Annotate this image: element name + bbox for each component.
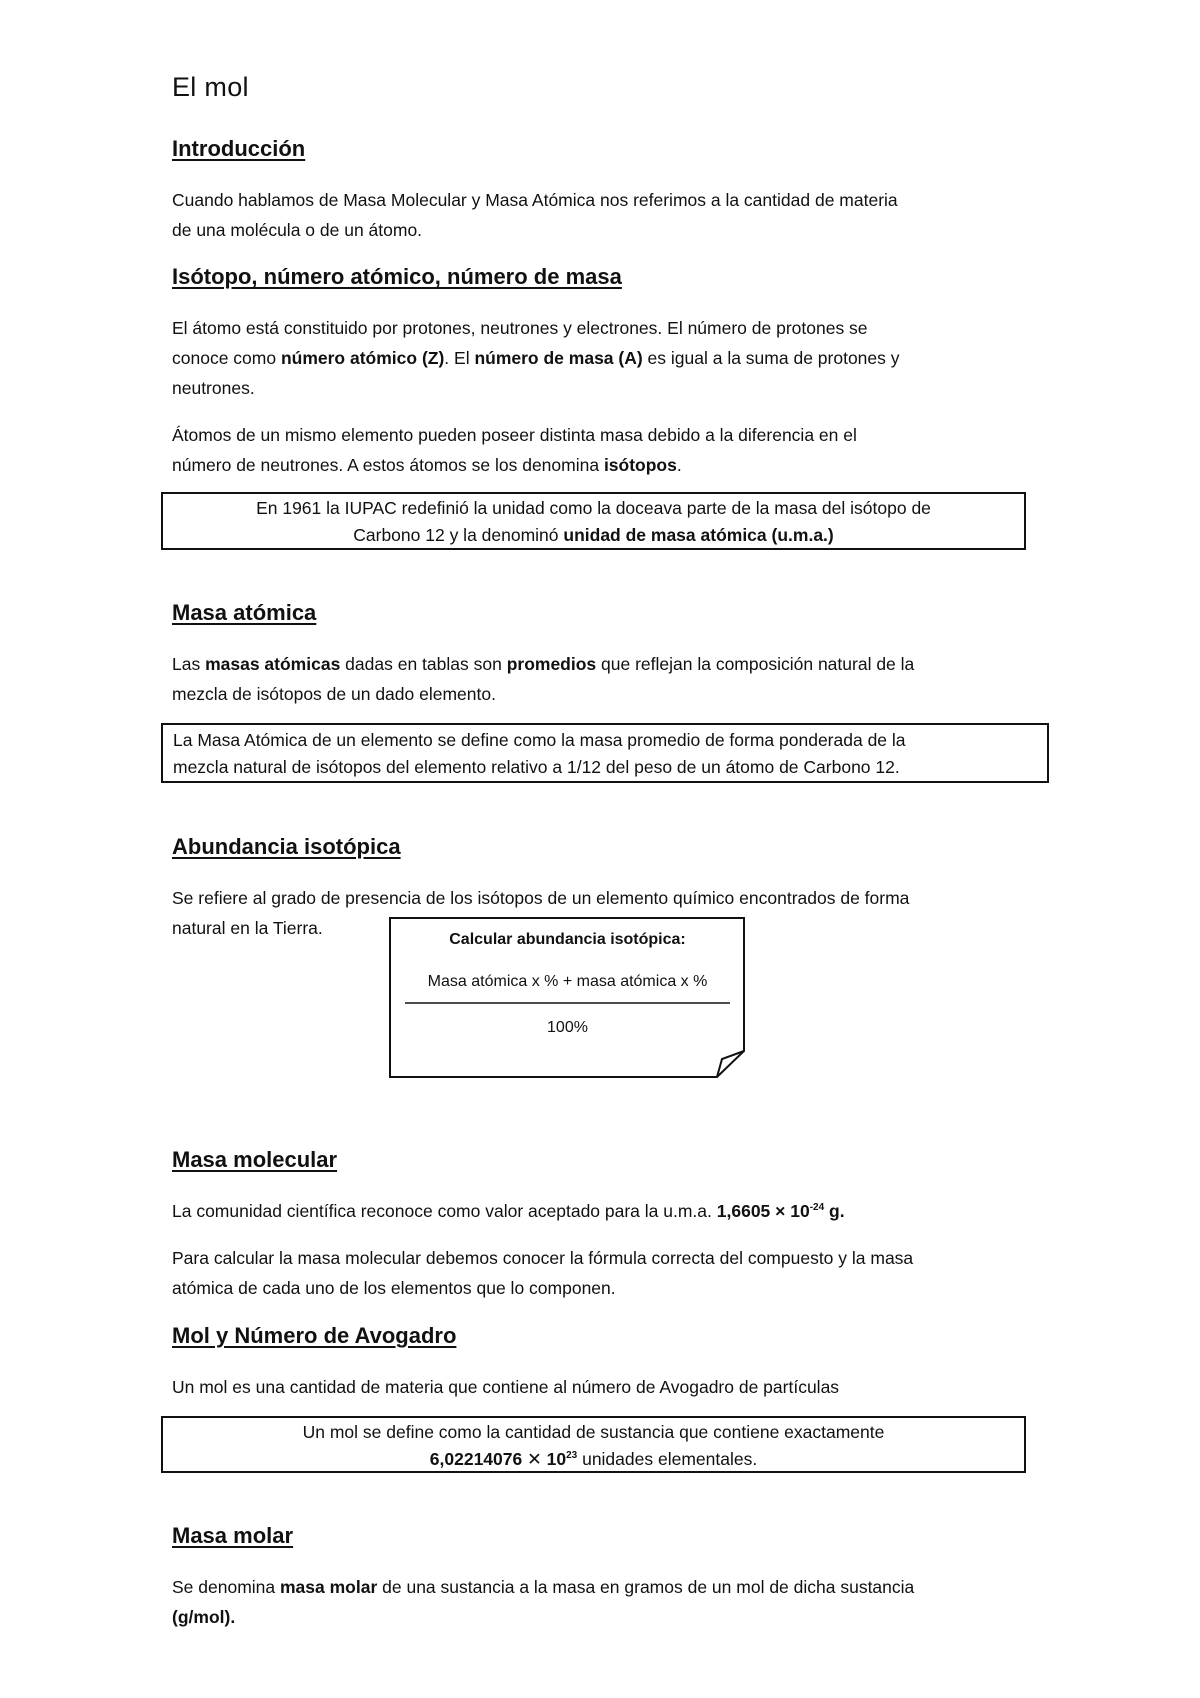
iupac-box-line-2a: Carbono 12 y la denominó bbox=[353, 525, 564, 545]
uma-value: 1,6605 × 10 bbox=[716, 1201, 810, 1221]
formula-denominator: 100% bbox=[547, 1019, 588, 1036]
masa-molar-line-1a: Se denomina bbox=[172, 1577, 280, 1597]
uma-unit: g bbox=[824, 1201, 840, 1221]
isotopo-line-4: Átomos de un mismo elemento pueden poseer distinta masa debido a la diferencia en el bbox=[172, 425, 857, 445]
intro-line-1: Cuando hablamos de Masa Molecular y Masa Atómica nos referimos a la cantidad de materia bbox=[172, 190, 898, 210]
isotopo-line-2a: conoce como bbox=[172, 348, 281, 368]
isotopo-line-1: El átomo está constituido por protones, neutrones y electrones. El número de protones se bbox=[172, 318, 868, 338]
iupac-box-line-1: En 1961 la IUPAC redefinió la unidad como la doceava parte de la masa del isótopo de bbox=[256, 498, 931, 518]
uma-period: . bbox=[839, 1201, 845, 1221]
masa-molecular-line-3: atómica de cada uno de los elementos que lo componen. bbox=[172, 1278, 616, 1298]
isotopo-paragraph-1 bbox=[172, 313, 1052, 403]
heading-masa-molecular: Masa molecular bbox=[172, 1147, 338, 1172]
masa-molar-line-1c: de una sustancia a la masa en gramos de un mol de dicha sustancia bbox=[377, 1577, 915, 1597]
avogadro-number: 6,02214076 ✕ 10 bbox=[429, 1449, 567, 1469]
isotopo-line-5a: número de neutrones. A estos átomos se los denomina bbox=[172, 455, 604, 475]
heading-masa-atomica: Masa atómica bbox=[172, 600, 317, 625]
uma-exponent: -24 bbox=[809, 1202, 825, 1214]
masa-atomica-line-1a: Las bbox=[172, 654, 206, 674]
masa-molecular-paragraph-2 bbox=[172, 1243, 1052, 1303]
masa-molecular-line-1a: La comunidad científica reconoce como valor aceptado para la u.m.a. bbox=[172, 1201, 717, 1221]
heading-introduccion: Introducción bbox=[172, 136, 306, 161]
heading-isotopo: Isótopo, número atómico, número de masa bbox=[172, 264, 622, 289]
masa-atomica-line-2: mezcla de isótopos de un dado elemento. bbox=[172, 684, 496, 704]
formula-numerator bbox=[389, 973, 746, 991]
mol-box-line-2b: unidades elementales. bbox=[577, 1449, 758, 1469]
mol-box-line-1: Un mol se define como la cantidad de sustancia que contiene exactamente bbox=[302, 1422, 885, 1442]
isotopo-paragraph-2 bbox=[172, 420, 1052, 480]
iupac-definition-box bbox=[161, 492, 1026, 550]
avogadro-line-1: Un mol es una cantidad de materia que contiene al número de Avogadro de partículas bbox=[172, 1377, 840, 1397]
promedios-term: promedios bbox=[506, 654, 597, 674]
masa-atomica-box-line-1: La Masa Atómica de un elemento se define como la masa promedio de forma ponderada de la bbox=[173, 730, 906, 750]
intro-line-2: de una molécula o de un átomo. bbox=[172, 220, 423, 240]
masa-atomica-paragraph bbox=[172, 649, 1052, 709]
formula-numerator-text: Masa atómica x % + masa atómica x % bbox=[427, 973, 708, 990]
heading-masa-molar: Masa molar bbox=[172, 1523, 294, 1548]
masa-atomica-line-1c: dadas en tablas son bbox=[340, 654, 507, 674]
avogadro-exponent: 23 bbox=[566, 1450, 578, 1462]
avogadro-paragraph bbox=[172, 1372, 1052, 1402]
heading-abundancia: Abundancia isotópica bbox=[172, 834, 401, 859]
abundancia-line-1: Se refiere al grado de presencia de los isótopos de un elemento químico encontrados de forma bbox=[172, 888, 910, 908]
masa-atomica-line-1e: que reflejan la composición natural de la bbox=[596, 654, 915, 674]
isotopo-line-3: neutrones. bbox=[172, 378, 255, 398]
isotopo-line-5c: . bbox=[676, 455, 682, 475]
intro-paragraph bbox=[172, 185, 1052, 245]
masa-molecular-paragraph-1 bbox=[172, 1196, 1052, 1226]
abundancia-line-2: natural en la Tierra. bbox=[172, 918, 323, 938]
note-title: Calcular abundancia isotópica: bbox=[449, 931, 686, 948]
page-title: El mol bbox=[172, 72, 249, 102]
isotopo-line-2e: es igual a la suma de protones y bbox=[642, 348, 900, 368]
masa-molar-unit: (g/mol). bbox=[172, 1607, 236, 1627]
masas-atomicas-term: masas atómicas bbox=[205, 654, 341, 674]
numero-atomico-term: número atómico (Z) bbox=[280, 348, 445, 368]
uma-term: unidad de masa atómica (u.m.a.) bbox=[563, 525, 834, 545]
mol-definition-box bbox=[161, 1416, 1026, 1473]
isotopo-line-2c: . El bbox=[444, 348, 475, 368]
masa-molar-paragraph bbox=[172, 1572, 1052, 1632]
abundancia-formula-note bbox=[389, 917, 746, 1078]
heading-avogadro: Mol y Número de Avogadro bbox=[172, 1323, 457, 1348]
masa-atomica-definition-box bbox=[161, 723, 1049, 783]
masa-atomica-box-line-2: mezcla natural de isótopos del elemento relativo a 1/12 del peso de un átomo de Carbono 12. bbox=[173, 757, 900, 777]
masa-molecular-line-2: Para calcular la masa molecular debemos conocer la fórmula correcta del compuesto y la masa bbox=[172, 1248, 914, 1268]
numero-masa-term: número de masa (A) bbox=[474, 348, 643, 368]
masa-molar-term: masa molar bbox=[280, 1577, 378, 1597]
isotopos-term: isótopos bbox=[603, 455, 677, 475]
